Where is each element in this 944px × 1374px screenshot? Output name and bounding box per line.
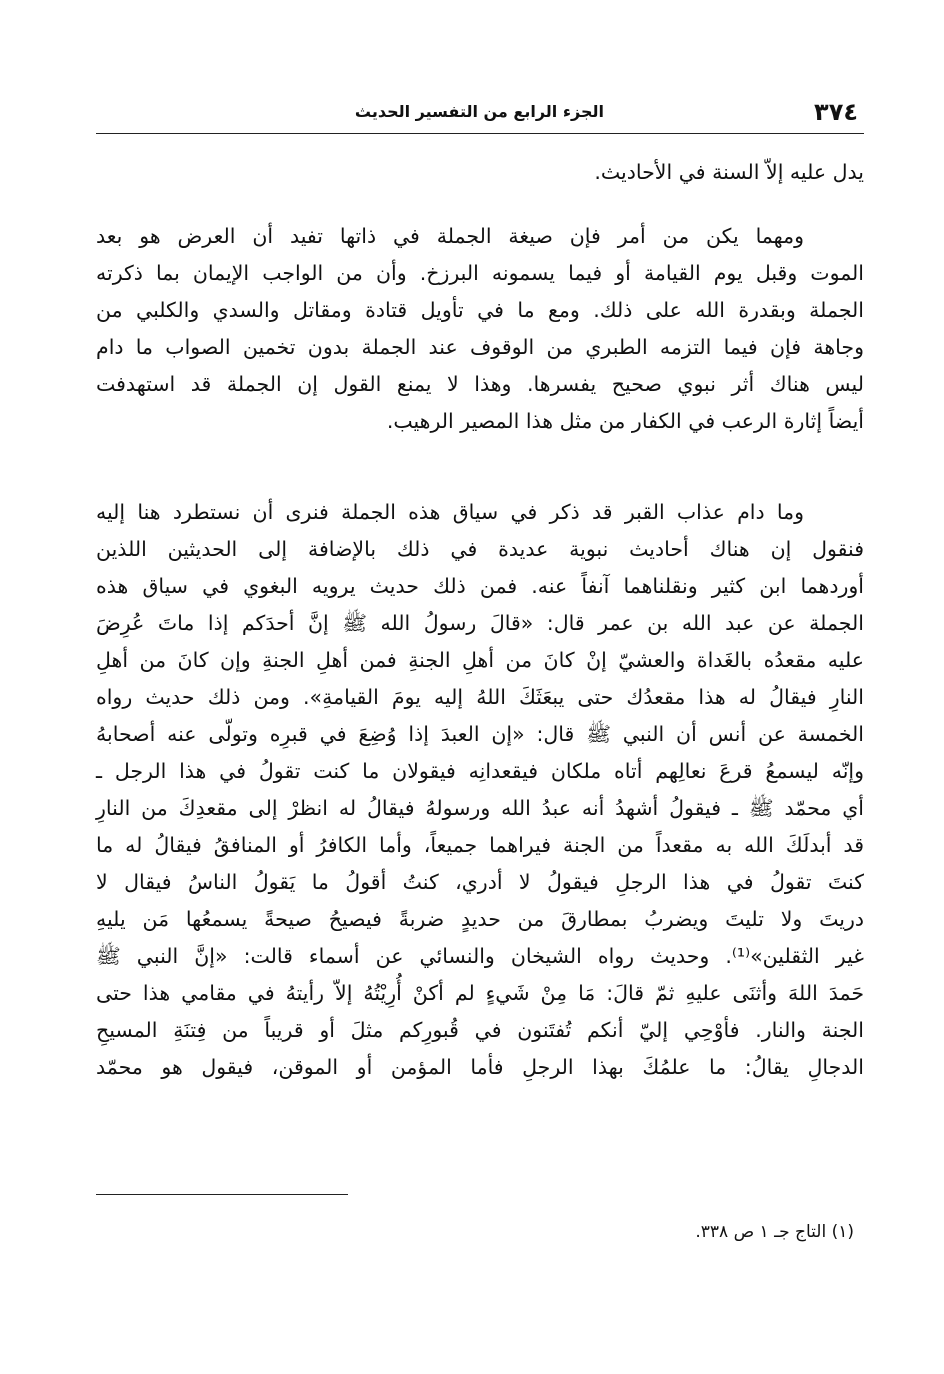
text-line: أيضاً إثارة الرعب في الكفار من مثل هذا المصير الرهيب.	[386, 409, 864, 433]
text-line: النارِ فيقالُ له هذا مقعدُك حتى يبعَثَكَ اللهُ إليه يومَ القيامةِ». ومن ذلك حديث رواه	[96, 685, 864, 709]
page-number: ٣٧٤	[814, 98, 858, 126]
text-line: الجملة عن عبد الله بن عمر قال: «قالَ رسولُ الله ﷺ إنَّ أحدَكم إذا ماتَ عُرِضَ	[96, 611, 864, 635]
footnote: (١) التاج جـ ١ ص ٣٣٨.	[695, 1222, 854, 1242]
header-rule	[96, 133, 864, 134]
book-page	[96, 0, 864, 1374]
text-line: الخمسة عن أنس أن النبي ﷺ قال: «إن العبدَ إذا وُضِعَ في قبرِه وتولّى عنه أصحابهُ	[96, 722, 864, 746]
text-line: أي محمّد ﷺ ـ فيقولُ أشهدُ أنه عبدُ الله ورسولهُ فيقالُ له انظرْ إلى مقعدِكَ من النارِ	[96, 796, 864, 820]
text-line: وجاهة فإن فيما التزمه الطبري من الوقوف عند الجملة بدون تخمين الصواب ما دام	[96, 335, 864, 359]
text-line: يدل عليه إلاّ السنة في الأحاديث.	[594, 160, 864, 184]
text-line: ليس هناك أثر نبوي صحيح يفسرها. وهذا لا يمنع القول إن الجملة قد استهدفت	[96, 372, 864, 396]
text-line: الجملة وبقدرة الله على ذلك. ومع ما في تأويل قتادة ومقاتل والسدي والكلبي من	[96, 298, 864, 322]
text-line: فنقول إن هناك أحاديث نبوية عديدة في ذلك بالإضافة إلى الحديثين اللذين	[96, 537, 864, 561]
text-line: وإنّه ليسمعُ قرعَ نعالِهم أتاه ملكان فيقعدانِه فيقولان ما كنت تقولُ في هذا الرجل ـ	[96, 759, 864, 783]
text-line: دريتَ ولا تليتَ ويضربُ بمطارقَ من حديدٍ ضربةً فيصيحُ صيحةً يسمعُها مَن يليهِ	[96, 907, 864, 931]
text-line: الدجالِ يقالُ: ما علمُكَ بهذا الرجلِ فأما المؤمن أو الموقن، فيقول هو محمّد	[96, 1055, 864, 1079]
text-line: حَمدَ اللهَ وأثنَى عليهِ ثمّ قالَ: مَا مِنْ شَيءٍ لم أكنْ أُرِيْتُهُ إلاّ رأيتهُ في مقامي هذا حتى	[96, 981, 864, 1005]
running-title: الجزء الرابع من التفسير الحديث	[354, 102, 604, 121]
footnote-rule	[96, 1194, 348, 1195]
text-line: أوردهما ابن كثير ونقلناهما آنفاً عنه. فمن ذلك حديث يرويه البغوي في سياق هذه	[96, 574, 864, 598]
text-line: الموت وقبل يوم القيامة أو فيما يسمونه البرزخ. وأن من الواجب الإيمان بما ذكرته	[96, 261, 864, 285]
text-line: ومهما يكن من أمر فإن صيغة الجملة في ذاتها تفيد أن العرض هو بعد	[96, 224, 804, 248]
text-line: غير الثقلين»⁽¹⁾. وحديث رواه الشيخان والنسائي عن أسماء قالت: «إنَّ النبي ﷺ	[96, 944, 865, 968]
text-line: عليه مقعدُه بالغَداة والعشيّ إنْ كانَ من أهلِ الجنةِ فمن أهلِ الجنةِ وإن كانَ من أهلِ	[96, 648, 864, 672]
text-line: قد أبدلَكَ الله به مقعداً من الجنة فيراهما جميعاً، وأما الكافرُ أو المنافقُ فيقالُ له ما	[96, 833, 864, 857]
text-line: كنتَ تقولُ في هذا الرجلِ فيقولُ لا أدري، كنتُ أقولُ ما يَقولُ الناسُ فيقال لا	[96, 870, 864, 894]
text-line: وما دام عذاب القبر قد ذكر في سياق هذه الجملة فنرى أن نستطرد هنا إليه	[96, 500, 804, 524]
page-header	[96, 98, 864, 128]
text-line: الجنة والنار. فأوْحِي إليّ أنكم تُفتَنون في قُبورِكم مثلَ أو قريباً من فِتنَةِ المسيحِ	[96, 1018, 864, 1042]
